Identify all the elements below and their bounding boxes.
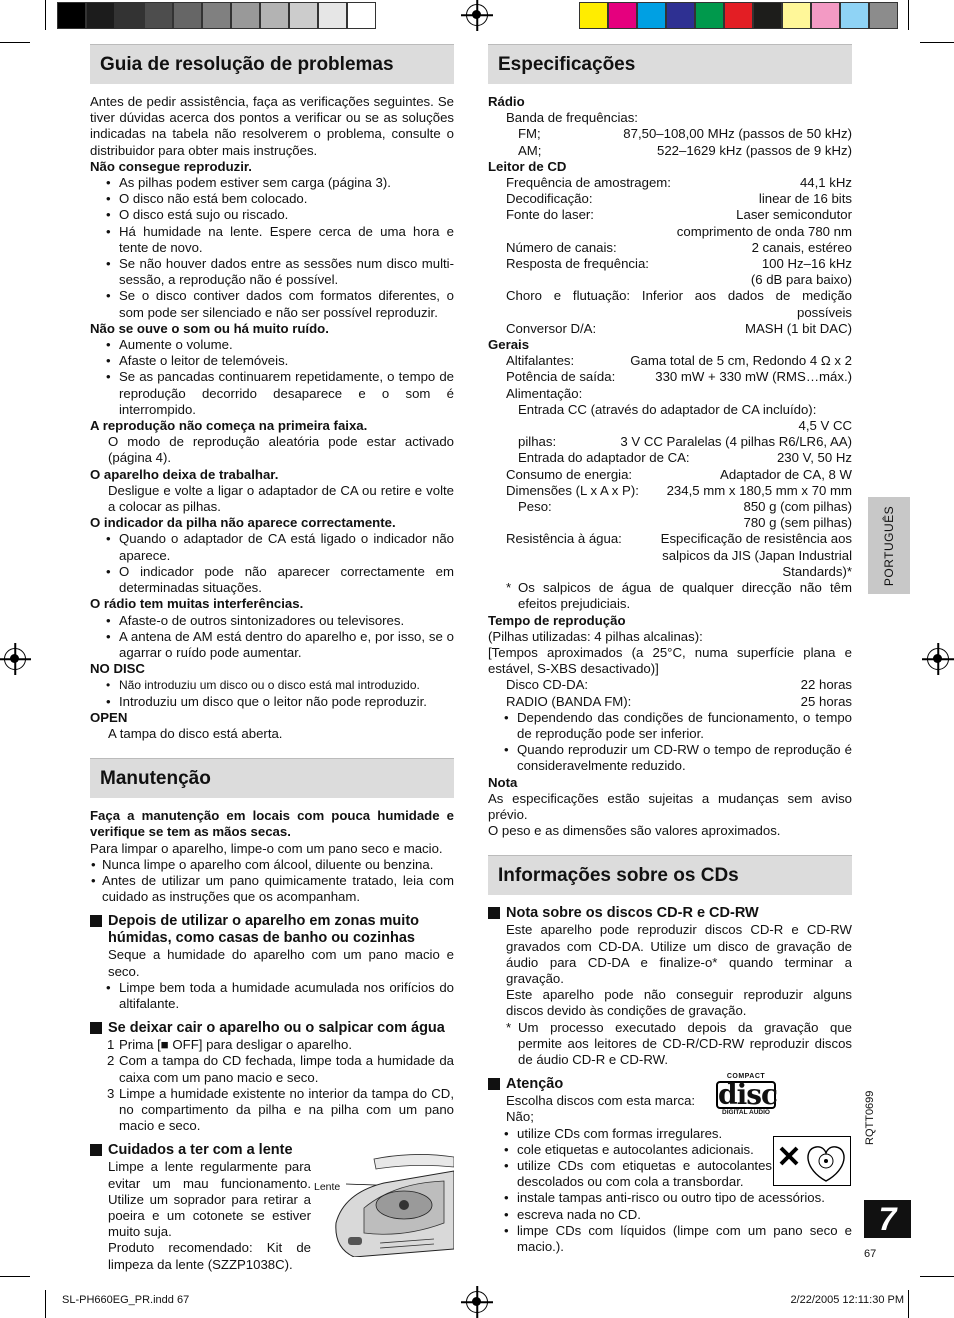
troubleshooting-text: Desligue e volte a ligar o adaptador de CA ou retire e volte a colocar as pilhas.: [108, 482, 454, 515]
spec-playtime-conditions: [Tempos aproximados (a 25°C, numa superfície plana e estável, S-XBS desactivado)]: [488, 644, 852, 677]
spec-playtime-batteries: (Pilhas utilizadas: 4 pilhas alcalinas):: [488, 628, 703, 644]
troubleshooting-heading: NO DISC: [90, 661, 145, 677]
registration-mark-top-icon: [466, 4, 488, 26]
troubleshooting-heading: O rádio tem muitas interferências.: [90, 596, 304, 612]
playtime-bullet: • Quando reproduzir um CD-RW o tempo de reprodução é consideravelmente reduzido.: [488, 742, 852, 774]
spec-row-radio-time: RADIO (BANDA FM): 25 horas: [506, 693, 852, 709]
spec-row-ac-input: Entrada do adaptador de CA: 230 V, 50 Hz: [518, 450, 852, 466]
spec-row-weight: Peso: 850 g (com pilhas): [518, 499, 852, 515]
maintenance-bullet: • Antes de utilizar um pano quimicamente tratado, leia com cuidado as instruções que os acompanham.: [90, 873, 454, 905]
spec-dc-input-label: Entrada CC (através do adaptador de CA incluído):: [518, 401, 817, 417]
attention-choose: Escolha discos com esta marca:: [506, 1093, 696, 1109]
drop-step: 2 Com a tampa do CD fechada, limpe toda a humidade da caixa com um pano macio e seco.: [107, 1053, 454, 1085]
troubleshooting-item: • Afaste-o de outros sintonizadores ou televisores.: [90, 613, 454, 629]
troubleshooting-list: [90, 159, 454, 742]
crop-mark: [920, 42, 954, 43]
crop-mark: [0, 42, 30, 43]
attention-item: • escreva nada no CD.: [488, 1207, 852, 1223]
square-bullet-icon: [90, 1022, 102, 1034]
spec-weight-no-batteries: 780 g (sem pilhas): [743, 515, 852, 531]
crop-mark: [45, 0, 46, 30]
square-bullet-icon: [488, 907, 500, 919]
troubleshooting-item: • Afaste o leitor de telemóveis.: [90, 353, 454, 369]
language-tab: PORTUGUÊS: [868, 497, 910, 594]
attention-item: • instale tampas anti-risco ou outro tipo de acessórios.: [488, 1190, 852, 1206]
section-title-troubleshooting: Guia de resolução de problemas: [90, 44, 454, 84]
spec-heading-radio: Rádio: [488, 94, 525, 109]
attention-item: • utilize CDs com formas irregulares.: [488, 1126, 852, 1142]
spec-row-speakers: Altifalantes: Gama total de 5 cm, Redondo 4 Ω x 2: [506, 353, 852, 369]
spec-note-2: O peso e as dimensões são valores aproximados.: [488, 823, 781, 839]
registration-mark-right-icon: [927, 648, 949, 670]
color-swatch: [724, 2, 753, 29]
subheading-cdr: Nota sobre os discos CD-R e CD-RW: [488, 905, 852, 922]
color-swatch: [753, 2, 782, 29]
spec-note-heading: Nota: [488, 774, 518, 790]
left-column: [90, 44, 454, 1271]
troubleshooting-item: • As pilhas podem estiver sem carga (página 3).: [90, 175, 454, 191]
spec-dc-input-value: 4,5 V CC: [798, 418, 852, 434]
irregular-disc-warning-icon: [773, 1136, 851, 1186]
lens-text: Limpe a lente regularmente para evitar um mau funcionamento. Utilize um soprador para retirar a poeira e um cotonete se estiver muito suja.: [108, 1159, 311, 1240]
gray-swatch: [231, 2, 260, 29]
right-column: [488, 44, 852, 1255]
troubleshooting-item: • A antena de AM está dentro do aparelho e, por isso, se o agarrar o ruído pode aumentar.: [90, 629, 454, 661]
spec-heading-playtime: Tempo de reprodução: [488, 612, 626, 628]
crop-mark: [0, 1276, 30, 1277]
troubleshooting-heading: O indicador da pilha não aparece correctamente.: [90, 515, 396, 531]
crop-mark: [908, 1290, 909, 1318]
spec-row-disc-time: Disco CD-DA: 22 horas: [506, 677, 852, 693]
color-swatch: [579, 2, 608, 29]
troubleshooting-item: • O disco não está bem colocado.: [90, 191, 454, 207]
gray-swatch: [144, 2, 173, 29]
attention-no: Não;: [506, 1109, 534, 1125]
troubleshooting-item: • Há humidade na lente. Espere cerca de uma hora e tente de novo.: [90, 224, 454, 256]
troubleshooting-item: • Não introduziu um disco ou o disco está mal introduzido.: [90, 677, 454, 693]
color-swatch: [840, 2, 869, 29]
color-swatch: [666, 2, 695, 29]
subheading-humid: Depois de utilizar o aparelho em zonas muito húmidas, como casas de banho ou cozinhas: [90, 913, 454, 947]
spec-power-label: Alimentação:: [506, 385, 583, 401]
spec-row-batteries: pilhas: 3 V CC Paralelas (4 pilhas R6/LR6, AA): [518, 434, 852, 450]
spec-row-consumption: Consumo de energia: Adaptador de CA, 8 W: [506, 466, 852, 482]
cdr-paragraph-1: Este aparelho pode reproduzir discos CD-R e CD-RW gravados com CD-DA. Utilize um disco de gravação de áudio para CD-DA e finalize-o* quando terminar a gravação.: [506, 922, 852, 986]
troubleshooting-heading: A reprodução não começa na primeira faixa.: [90, 418, 368, 434]
section-title-cd-info: Informações sobre os CDs: [488, 855, 852, 895]
playtime-bullet: • Dependendo das condições de funcionamento, o tempo de reprodução pode ser inferior.: [488, 710, 852, 742]
spec-row-laser: Fonte do laser: Laser semicondutor: [506, 207, 852, 223]
humid-bullet: • Limpe bem toda a humidade acumulada nos orifícios do altifalante.: [90, 980, 454, 1012]
cdr-footnote: * Um processo executado depois da gravação que permite aos leitores de CD-R/CD-RW reproduzir discos de áudio CD-R e CD-RW.: [488, 1020, 852, 1069]
compact-disc-logo: COMPACT disc DIGITAL AUDIO: [718, 1073, 778, 1117]
attention-item: • cole etiquetas e autocolantes adicionais.: [488, 1142, 852, 1158]
color-swatch: [637, 2, 666, 29]
attention-item: • utilize CDs com etiquetas e autocolantes descolados ou com cola a transbordar.: [488, 1158, 772, 1190]
footer-filename: SL-PH660EG_PR.indd 67: [62, 1294, 190, 1306]
troubleshooting-text: O modo de reprodução aleatória pode estar activado (página 4).: [108, 434, 454, 466]
troubleshooting-item: • O indicador pode não aparecer correctamente em determinadas situações.: [90, 564, 454, 596]
humid-text: Seque a humidade do aparelho com um pano macio e seco.: [108, 947, 454, 979]
document-code: RQTT0699: [864, 1090, 876, 1145]
troubleshooting-heading: Não consegue reproduzir.: [90, 158, 252, 174]
subheading-lens: Cuidados a ter com a lente: [90, 1142, 454, 1159]
spec-note-1: As especificações estão sujeitas a mudanças sem aviso prévio.: [488, 790, 852, 822]
footer-timestamp: 2/22/2005 12:11:30 PM: [790, 1294, 904, 1306]
crop-mark: [908, 0, 909, 30]
color-swatch: [811, 2, 840, 29]
gray-swatch: [289, 2, 318, 29]
troubleshooting-heading: Não se ouve o som ou há muito ruído.: [90, 320, 329, 336]
spec-frequency-note: (6 dB para baixo): [750, 272, 852, 288]
troubleshooting-item: • Se as pancadas continuarem repetidamente, o tempo de reprodução decorrido desaparece e o som é interrompido.: [90, 369, 454, 418]
crop-mark: [45, 1290, 46, 1318]
gray-swatch: [318, 2, 347, 29]
page-number-small: 67: [864, 1248, 877, 1260]
color-swatch: [608, 2, 637, 29]
spec-row-am: AM; 522–1629 kHz (passos de 9 kHz): [518, 142, 852, 158]
lens-kit: Produto recomendado: Kit de limpeza da lente (SZZP1038C).: [108, 1240, 311, 1272]
lens-illustration: [314, 1153, 454, 1257]
square-bullet-icon: [90, 915, 102, 927]
spec-row-sampling: Frequência de amostragem: 44,1 kHz: [506, 175, 852, 191]
spec-laser-wavelength: comprimento de onda 780 nm: [676, 223, 852, 239]
gray-swatch: [347, 2, 376, 29]
lens-label: Lente: [314, 1181, 341, 1194]
spec-row-frequency: Resposta de frequência: 100 Hz–16 kHz: [506, 256, 852, 272]
attention-item: • limpe CDs com líquidos (limpe com um pano seco e macio.).: [488, 1223, 852, 1255]
troubleshooting-item: • Introduziu um disco que o leitor não pode reproduzir.: [90, 694, 454, 710]
troubleshooting-intro: Antes de pedir assistência, faça as verificações seguintes. Se tiver dúvidas acerca dos pontos a verificar ou se as soluções indicadas na tabela não resolverem o problema, consulte o distribuidor para obter mais instruções.: [90, 94, 454, 158]
drop-step: 3 Limpe a humidade existente no interior da tampa do CD, no compartimento da pilha e na pilha com um pano macio e seco.: [107, 1085, 454, 1134]
subheading-attention: Atenção: [488, 1076, 852, 1093]
troubleshooting-item: • Se não houver dados entre as sessões num disco multi-sessão, a reprodução não é possível.: [90, 256, 454, 288]
troubleshooting-heading: O aparelho deixa de trabalhar.: [90, 466, 279, 482]
spec-heading-general: Gerais: [488, 337, 530, 353]
gray-swatch: [260, 2, 289, 29]
maintenance-intro: Para limpar o aparelho, limpe-o com um pano seco e macio.: [90, 840, 443, 856]
troubleshooting-heading: OPEN: [90, 709, 128, 725]
subheading-drop: Se deixar cair o aparelho ou o salpicar com água: [90, 1020, 454, 1037]
spec-row-fm: FM; 87,50–108,00 MHz (passos de 50 kHz): [518, 126, 852, 142]
spec-heading-cd: Leitor de CD: [488, 158, 567, 174]
gray-swatch: [173, 2, 202, 29]
cdr-paragraph-2: Este aparelho pode não conseguir reproduzir alguns discos devido às condições de gravação.: [506, 987, 852, 1019]
square-bullet-icon: [488, 1078, 500, 1090]
page-number-large: 7: [864, 1200, 911, 1238]
maintenance-warning: Faça a manutenção em locais com pouca humidade e verifique se tem as mãos secas.: [90, 808, 454, 840]
crop-mark: [920, 1276, 954, 1277]
troubleshooting-item: • Quando o adaptador de CA está ligado o indicador não aparece.: [90, 531, 454, 563]
registration-mark-left-icon: [4, 648, 26, 670]
spec-band-label: Banda de frequências:: [506, 110, 638, 126]
spec-row-water: Resistência à água: Especificação de resistência aos salpicos da JIS (Japan Industrial Standards)*: [506, 531, 852, 579]
gray-swatch: [115, 2, 144, 29]
spec-row-channels: Número de canais: 2 canais, estéreo: [506, 239, 852, 255]
spec-row-decoding: Decodificação: linear de 16 bits: [506, 191, 852, 207]
spec-row-output: Potência de saída: 330 mW + 330 mW (RMS…máx.): [506, 369, 852, 385]
troubleshooting-item: • Aumente o volume.: [90, 337, 454, 353]
cd-player-drawing-icon: [314, 1153, 454, 1257]
spec-wow-flutter: Choro e flutuação: Inferior aos dados de medição possíveis: [506, 288, 852, 320]
maintenance-bullet: • Nunca limpe o aparelho com álcool, diluente ou benzina.: [90, 857, 454, 873]
troubleshooting-item: • O disco está sujo ou riscado.: [90, 207, 454, 223]
color-swatch: [869, 2, 898, 29]
color-swatch: [782, 2, 811, 29]
section-title-maintenance: Manutenção: [90, 758, 454, 798]
spec-row-dac: Conversor D/A: MASH (1 bit DAC): [506, 320, 852, 336]
troubleshooting-item: • Se o disco contiver dados com formatos diferentes, o som pode ser silenciado e não ser possível reproduzir.: [90, 288, 454, 320]
gray-swatch: [86, 2, 115, 29]
color-swatch: [695, 2, 724, 29]
troubleshooting-text: A tampa do disco está aberta.: [108, 725, 283, 741]
registration-mark-bottom-icon: [466, 1291, 488, 1313]
section-title-specifications: Especificações: [488, 44, 852, 84]
spec-row-dimensions: Dimensões (L x A x P): 234,5 mm x 180,5 mm x 70 mm: [506, 482, 852, 498]
drop-step: 1 Prima [■ OFF] para desligar o aparelho.: [107, 1037, 352, 1053]
gray-swatch: [57, 2, 86, 29]
gray-swatch: [202, 2, 231, 29]
spec-water-note: * Os salpicos de água de qualquer direcção não têm efeitos prejudiciais.: [488, 580, 852, 612]
square-bullet-icon: [90, 1144, 102, 1156]
